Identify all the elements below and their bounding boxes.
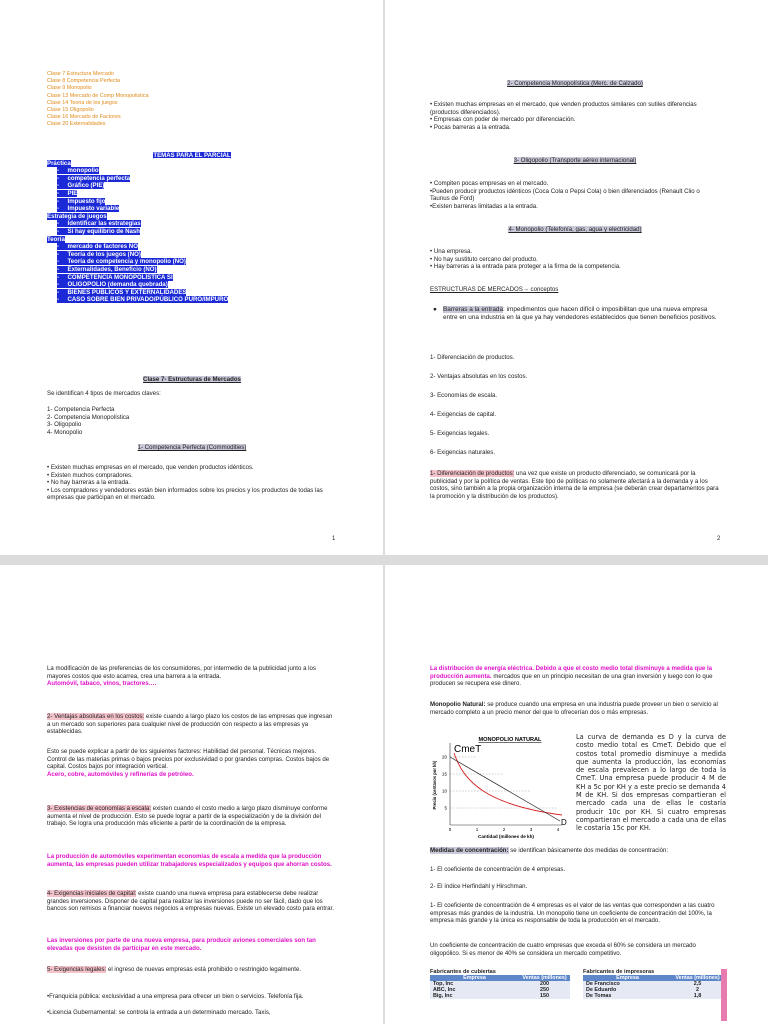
cell-empresa: De Eduardo <box>583 987 672 993</box>
ventajas-paragraph <box>47 713 337 736</box>
practica-item: - Impuesto fijo <box>57 197 106 205</box>
cell-ventas: 200 <box>519 981 570 987</box>
economias-text: existen cuando el costo medio a largo plazo disminuye conforme aumenta el nivel de producción. Esto se puede lograr a partir de la especialización y de la división del trabajo. Se logra una producción más eficiente a partir de la coordinación de la empresa. <box>47 805 328 828</box>
ventajas-label: 2- Ventajas absolutas en los costos: <box>47 713 145 720</box>
col-ventas: Ventas (millones) <box>519 975 570 981</box>
cell-ventas: 2,5 <box>672 981 723 987</box>
barreras-label: Barreras a la entrada <box>443 306 504 313</box>
ventajas-text: existe cuando a largo plazo los costos de las empresas que ingresan a un mercado son superiores para cualquier nivel de producción con respecto a las empresas ya establecidas. <box>47 713 333 736</box>
teoria-item: - OLIGOPOLIO (demanda quebrada) <box>57 281 168 289</box>
teoria-item: - Teoría de competencia y monopolio (NO) <box>57 258 186 266</box>
monopolio-natural-text: se produce cuando una empresa en una industria puede proveer un bien o servicio al mercado completo a un precio menor del que lo ofrecerían dos o más empresas. <box>430 701 718 716</box>
clase7-title: Clase 7- Estructuras de Mercados <box>143 376 241 383</box>
x-tick-label: 3 <box>529 827 533 832</box>
cell-empresa: Big, Inc <box>430 993 519 999</box>
practica-item: - Impuesto variable <box>57 205 120 213</box>
monopolio-natural-label: Monopolio Natural: <box>430 701 486 708</box>
cp-bullets <box>47 464 337 502</box>
medida-item-1: 1- El coeficiente de concentración de 4 empresas. <box>430 866 566 873</box>
y-tick-label: 5 <box>444 805 447 811</box>
x-tick-label: 1 <box>475 827 479 832</box>
demand-label: D <box>561 818 567 827</box>
cell-ventas: 1,8 <box>672 993 723 999</box>
teoria-item: - COMPETENCIA MONOPOLÍSTICA SI <box>57 273 173 281</box>
cp-bullet: • No hay barreras a la entrada. <box>47 479 131 487</box>
medidas-label: Medidas de concentración: <box>430 847 509 854</box>
y-tick-label: 10 <box>441 788 447 794</box>
cell-empresa: De Tomas <box>583 993 672 999</box>
barreras-text: : impedimentos que hacen difícil o imposibilitan que una nueva empresa entre en una industria en la que ya hay vendedores establecidos que tienen beneficios positivos. <box>443 306 717 322</box>
legales-text: el ingreso de nuevas empresas está prohibido o restringido legalmente. <box>106 966 302 973</box>
oligopolico-paragraph: Un coeficiente de concentración de cuatro empresas que exceda el 60% se considera un mercado oligopólico. Si es menor de 40% se considera un mercado competitivo. <box>430 942 696 957</box>
document-page-3 <box>0 565 383 1024</box>
pink-side-bar <box>721 969 727 1021</box>
oli-heading-wrap <box>430 157 720 165</box>
teoria-item: - Teoría de los juegos (NO) <box>57 250 141 258</box>
preferencias-paragraph <box>47 665 337 688</box>
tabla-impresoras-title: Fabricantes de impresoras <box>583 969 655 975</box>
mono-bullets <box>430 248 720 271</box>
estrategia-item: - Identificar las estrategias <box>57 220 141 228</box>
mono-heading-wrap <box>430 226 720 234</box>
barrera-item: 3- Economías de escala. <box>430 392 498 399</box>
estructuras-heading: ESTRUCTURAS DE MERCADOS→ conceptos <box>430 286 559 293</box>
graph-x-label: Cantidad (millones de kh) <box>478 834 534 839</box>
practica-item: - Gráfico (PIE) <box>57 182 105 190</box>
tabla-cubiertas-table <box>430 975 570 999</box>
tabla-cubiertas-title: Fabricantes de cubiertas <box>430 969 496 975</box>
barrera-item: 1- Diferenciación de productos. <box>430 354 515 361</box>
toc-item[interactable]: Clase 13 Mercado de Comp Monopolistica <box>47 92 149 99</box>
barreras-list <box>430 348 720 462</box>
col-ventas: Ventas (millones) <box>672 975 723 981</box>
preferencias-example: Automóvil, tabaco, vinos, tractores…. <box>47 680 157 688</box>
toc-item[interactable]: Clase 8 Competencia Perfecta <box>47 78 121 85</box>
preferencias-text: La modificación de las preferencias de los consumidores, por intermedio de la publicidad junto a los mayores costos que esto acarrea, crea una barrera a la entrada. <box>47 665 316 680</box>
diferenciacion-paragraph <box>430 470 720 500</box>
y-tick-label: 20 <box>441 754 447 760</box>
table-row <box>583 993 723 999</box>
tabla-cubiertas <box>430 969 570 999</box>
diferenciacion-text: una vez que existe un producto diferenciado, se comunicará por la publicidad y por la política de ventas. Este tipo de políticas no solamente afectará a la demanda y a los costos, sino también a la propia organización interna de la empresa (se deberán crear departamentos para la promoción y la distribución de los productos). <box>430 470 719 500</box>
cell-empresa: De Francisco <box>583 981 672 987</box>
factores-text: Esto se puede explicar a partir de los siguientes factores: Habilidad del personal. Técnicas mejores. Control de las materias primas o bajos precios por exclusividad o por grandes compras. Costos bajos de capital. Costos bajos por integración vertical. <box>47 748 330 771</box>
cp-heading-wrap <box>47 444 337 452</box>
graph-curve-label: CmeT <box>454 744 482 755</box>
teoria-item: - BIENES PÚBLICOS Y EXTERNALIDADES <box>57 288 187 296</box>
market-type-item: 2- Competencia Monopolística <box>47 413 130 421</box>
cp-title: 1- Competencia Perfecta (Commodities) <box>137 444 247 451</box>
cell-empresa: ABC, Inc <box>430 987 519 993</box>
oli-bullet: •Existen barreras limitadas a la entrada. <box>430 202 538 210</box>
document-page-2 <box>385 0 768 555</box>
oli-title: 3- Oligopolio (Transporte aéreo internacional) <box>513 157 637 164</box>
cell-empresa: Top, Inc <box>430 981 519 987</box>
toc-item[interactable]: Clase 16 Mercado de Factores <box>47 114 121 121</box>
cm-bullet: • Pocas barreras a la entrada. <box>430 123 511 131</box>
y-tick-label: 15 <box>441 771 447 777</box>
diferenciacion-label: 1- Diferenciación de productos: <box>430 470 515 477</box>
x-tick-label: 4 <box>556 827 560 832</box>
medida-item-2: 2- El índice Herfindahl y Hirschman. <box>430 883 528 890</box>
tabla-impresoras-table <box>583 975 723 999</box>
energia-text: mercados que en un principio necesitan de una gran inversión y luego con lo que producen se recupera ese dinero. <box>430 672 713 688</box>
cell-ventas: 150 <box>519 993 570 999</box>
x-tick-label: 0 <box>448 827 452 832</box>
barrera-item: 4- Exigencias de capital. <box>430 411 497 418</box>
cp-bullet: • Los compradores y vendedores están bien informados sobre los precios y los productos de todas las empresas que participan en el mercado. <box>47 486 323 502</box>
graph-y-label: Precio (centavos por kh) <box>432 760 437 810</box>
mono-bullet: • Una empresa. <box>430 248 473 255</box>
toc-item[interactable]: Clase 20 Externalidades <box>47 121 106 128</box>
cm-heading-wrap <box>430 80 720 88</box>
factores-example: Acero, cobre, automóviles y refinerías de petróleo. <box>47 770 194 778</box>
toc-item[interactable]: Clase 7 Estructura Mercado <box>47 71 114 77</box>
capital-text: existe cuando una nueva empresa para establecerse debe realizar grandes inversiones. Disponer de capital para realizar las inversiones puede no ser fácil, dado que los bancos son remisos a financiar nuevos negocios a empresas nuevas. Existe un elevado costo para entrar. <box>47 890 334 913</box>
market-types-list <box>47 406 337 436</box>
energia-highlight: La distribución de energía eléctrica. Debido a que el costo medio total disminuye a medida que la producción aumenta. <box>430 665 713 680</box>
practica-heading: Práctica <box>47 159 71 167</box>
x-tick-label: 2 <box>502 827 506 832</box>
medidas-text: se identifican básicamente dos medidas de concentración: <box>508 847 669 854</box>
document-page-1 <box>0 0 383 555</box>
clase7-heading-wrap <box>47 376 337 384</box>
toc-item[interactable]: Clase 14 Teoria de los juegos <box>47 99 118 106</box>
col-empresa: Empresa <box>430 975 519 981</box>
bullet-dot-icon: ● <box>433 306 437 313</box>
cell-ventas: 250 <box>519 987 570 993</box>
capital-label: 4- Exigencias iniciales de capital: <box>47 890 137 897</box>
tabla-impresoras <box>583 969 723 999</box>
temas-title: TEMAS PARA EL PARCIAL <box>153 152 231 159</box>
capital-paragraph <box>47 890 337 913</box>
monopolio-natural-graph <box>430 733 570 841</box>
practica-item: - monopolio <box>57 167 99 175</box>
legales-paragraph <box>47 966 337 974</box>
market-type-item: 3- Oligopolio <box>47 421 82 429</box>
barreras-paragraph <box>433 306 723 322</box>
document-page-4 <box>385 565 768 1024</box>
teoria-heading: Teoría <box>47 235 65 243</box>
practica-item: - competencia perfecta <box>57 174 131 182</box>
barrera-item: 6- Exigencias naturales. <box>430 449 496 456</box>
market-type-item: 4- Monopolio <box>47 428 83 436</box>
toc-item[interactable]: Clase 9 Monopolio <box>47 85 92 92</box>
medidas-paragraph <box>430 847 720 855</box>
cm-title: 2- Competencia Monopolística (Merc. de Calzado) <box>507 80 643 87</box>
cm-bullets <box>430 101 720 131</box>
estrategia-heading: Estrategia de juegos <box>47 212 107 220</box>
cm-bullet: • Empresas con poder de mercado por diferenciación. <box>430 116 576 124</box>
cp-bullet: • Existen muchos compradores. <box>47 471 133 479</box>
col-empresa: Empresa <box>583 975 672 981</box>
toc-item[interactable]: Clase 15 Oligopolio <box>47 107 94 114</box>
licencia-text: •Licencia Gubernamental: se controla la entrada a un determinado mercado. Taxis, <box>47 1009 271 1016</box>
page-number: 2 <box>717 536 721 542</box>
market-type-item: 1- Competencia Perfecta <box>47 406 115 413</box>
economias-paragraph <box>47 805 337 828</box>
oli-bullet: •Pueden producir productos idénticos (Coca Cola o Pepsi Cola) o bien diferenciados (Renault Clio o Taunus de Ford) <box>430 187 700 203</box>
oli-bullets <box>430 180 720 210</box>
temas-block <box>47 152 337 304</box>
energia-paragraph <box>430 665 720 688</box>
barrera-item: 2- Ventajas absolutas en los costos. <box>430 373 528 380</box>
practica-item: - PIE <box>57 189 78 197</box>
page-number: 1 <box>332 536 336 542</box>
mono-bullet: • No hay sustituto cercano del producto. <box>430 255 538 263</box>
clase7-intro: Se identifican 4 tipos de mercados claves: <box>47 390 161 397</box>
capital-example: Las inversiones por parte de una nueva empresa, para producir aviones comerciales son tan elevadas que desisten de participar en este mercado. <box>47 937 316 952</box>
franquicia-text: •Franquicia pública: exclusividad a una empresa para ofrecer un bien o servicios. Telefonía fija. <box>47 993 304 1000</box>
cell-ventas: 2 <box>672 987 723 993</box>
ventajas-factores <box>47 748 337 778</box>
cm-bullet: • Existen muchas empresas en el mercado, que venden productos similares con sutiles diferencias (productos diferenciados). <box>430 101 697 116</box>
teoria-item: - mercado de factores NO <box>57 243 138 251</box>
cp-bullet: • Existen muchas empresas en el mercado, que venden productos idénticos. <box>47 464 254 471</box>
toc-list <box>47 71 247 129</box>
teoria-item: - Externalidades, Beneficio (NO) <box>57 265 157 273</box>
mono-title: 4- Monopolio (Telefonía, gas, agua y electricidad) <box>508 226 642 233</box>
estrategia-item: - Si hay equilibrio de Nash <box>57 227 140 235</box>
economias-label: 3- Existencias de economías a escala: <box>47 805 151 812</box>
graph-title: MONOPOLIO NATURAL <box>478 737 542 743</box>
legales-label: 5- Exigencias legales: <box>47 966 107 973</box>
coeficiente-paragraph: 1- El coeficiente de concentración de 4 empresas es el valor de las ventas que corresponden a las cuatro empresas más grandes de la industria. Un monopolio tiene un coeficiente de concentración del 100%, la empresa más grande y la única es responsable de toda la producción en el mercado. <box>430 902 715 925</box>
oli-bullet: • Compiten pocas empresas en el mercado. <box>430 180 549 187</box>
table-row <box>430 993 570 999</box>
economias-example: La producción de automóviles experimentan economías de escala a medida que la producción aumenta, las empresas pueden utilizar trabajadores especializados y equipos que ahorran costos. <box>47 853 332 868</box>
mono-bullet: • Hay barreras a la entrada para proteger a la firma de la competencia. <box>430 263 621 271</box>
barrera-item: 5- Exigencias legales. <box>430 430 490 437</box>
handwritten-note: La curva de demanda es D y la curva de costo medio total es CmeT. Debido que el costos total promedio disminuye a medida que aumenta la producción, las economías de escala prevalecen a lo largo de toda la CmeT. Una empresa puede producir 4 M de KH a 5c por KH y a este precio se demanda 4 M de KH. Si dos empresas compartieran el mercado cada una de ellas le costaría producir 10c por KH. Si cuatro empresas compartieran el mercado a cada una de ellas le costaría 15c por KH. <box>576 733 726 833</box>
monopolio-natural-paragraph <box>430 701 720 716</box>
teoria-item: - CASO SOBRE BIEN PRIVADO/PÚBLICO PURO/IMPURO <box>57 296 229 304</box>
